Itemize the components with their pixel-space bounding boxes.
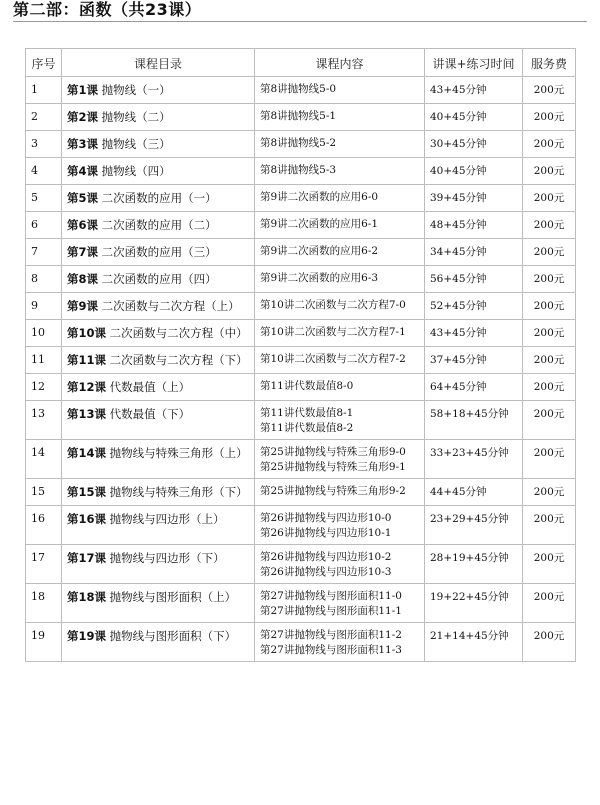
row-course-content bbox=[255, 239, 425, 266]
row-fee: 200元 bbox=[523, 506, 576, 545]
row-fee: 200元 bbox=[523, 104, 576, 131]
lesson-title: 抛物线与图形面积（上） bbox=[106, 590, 237, 604]
lesson-title: 抛物线（三） bbox=[98, 137, 171, 151]
lesson-number: 第14课 bbox=[67, 446, 107, 460]
content-line: 第8讲抛物线5-2 bbox=[260, 137, 337, 149]
lesson-title: 抛物线（一） bbox=[98, 83, 171, 97]
row-course-content bbox=[255, 158, 425, 185]
content-line: 第10讲二次函数与二次方程7-2 bbox=[260, 353, 406, 365]
row-course-title bbox=[62, 320, 255, 347]
content-line: 第8讲抛物线5-3 bbox=[260, 164, 337, 176]
row-course-content bbox=[255, 584, 425, 623]
row-course-title bbox=[62, 293, 255, 320]
row-seq: 11 bbox=[26, 347, 62, 374]
table-header-row bbox=[26, 49, 576, 77]
row-course-content bbox=[255, 266, 425, 293]
table-row bbox=[26, 293, 576, 320]
row-seq: 10 bbox=[26, 320, 62, 347]
row-fee: 200元 bbox=[523, 401, 576, 440]
row-course-content bbox=[255, 374, 425, 401]
lesson-title: 抛物线与四边形（下） bbox=[106, 551, 225, 565]
lesson-number: 第16课 bbox=[67, 512, 107, 526]
row-time: 21+14+45分钟 bbox=[425, 623, 523, 662]
row-course-title bbox=[62, 158, 255, 185]
row-seq: 1 bbox=[26, 77, 62, 104]
row-course-content bbox=[255, 440, 425, 479]
row-time: 44+45分钟 bbox=[425, 479, 523, 506]
content-line: 第9讲二次函数的应用6-0 bbox=[260, 191, 379, 203]
row-seq: 16 bbox=[26, 506, 62, 545]
row-course-content bbox=[255, 623, 425, 662]
row-time: 56+45分钟 bbox=[425, 266, 523, 293]
lesson-number: 第10课 bbox=[67, 326, 107, 340]
lesson-title: 二次函数的应用（四） bbox=[98, 272, 217, 286]
content-line: 第26讲抛物线与四边形10-2 bbox=[260, 551, 392, 563]
lesson-number: 第1课 bbox=[67, 83, 99, 97]
row-seq: 7 bbox=[26, 239, 62, 266]
table-row bbox=[26, 401, 576, 440]
header-time: 讲课+练习时间 bbox=[425, 49, 523, 77]
table-row bbox=[26, 506, 576, 545]
row-seq: 8 bbox=[26, 266, 62, 293]
row-time: 64+45分钟 bbox=[425, 374, 523, 401]
lesson-title: 抛物线与图形面积（下） bbox=[106, 629, 237, 643]
row-course-title bbox=[62, 77, 255, 104]
row-time: 40+45分钟 bbox=[425, 104, 523, 131]
row-seq: 17 bbox=[26, 545, 62, 584]
table-body bbox=[26, 77, 576, 662]
content-line: 第9讲二次函数的应用6-3 bbox=[260, 272, 379, 284]
row-time: 48+45分钟 bbox=[425, 212, 523, 239]
row-fee: 200元 bbox=[523, 131, 576, 158]
table-row bbox=[26, 158, 576, 185]
table-row bbox=[26, 131, 576, 158]
row-time: 43+45分钟 bbox=[425, 320, 523, 347]
row-time: 33+23+45分钟 bbox=[425, 440, 523, 479]
lesson-number: 第4课 bbox=[67, 164, 99, 178]
lesson-number: 第6课 bbox=[67, 218, 99, 232]
row-seq: 2 bbox=[26, 104, 62, 131]
lesson-title: 二次函数的应用（三） bbox=[98, 245, 217, 259]
row-fee: 200元 bbox=[523, 440, 576, 479]
row-fee: 200元 bbox=[523, 293, 576, 320]
content-line: 第8讲抛物线5-1 bbox=[260, 110, 337, 122]
row-course-content bbox=[255, 212, 425, 239]
row-seq: 13 bbox=[26, 401, 62, 440]
lesson-title: 抛物线（四） bbox=[98, 164, 171, 178]
row-seq: 5 bbox=[26, 185, 62, 212]
lesson-number: 第3课 bbox=[67, 137, 99, 151]
row-time: 23+29+45分钟 bbox=[425, 506, 523, 545]
lesson-title: 抛物线（二） bbox=[98, 110, 171, 124]
row-course-content bbox=[255, 104, 425, 131]
row-course-content bbox=[255, 77, 425, 104]
content-line: 第8讲抛物线5-0 bbox=[260, 83, 337, 95]
row-time: 39+45分钟 bbox=[425, 185, 523, 212]
row-course-title bbox=[62, 212, 255, 239]
row-seq: 15 bbox=[26, 479, 62, 506]
row-course-title bbox=[62, 506, 255, 545]
content-line: 第27讲抛物线与图形面积11-0 bbox=[260, 590, 402, 602]
row-course-title bbox=[62, 545, 255, 584]
row-fee: 200元 bbox=[523, 185, 576, 212]
row-fee: 200元 bbox=[523, 266, 576, 293]
content-line: 第9讲二次函数的应用6-2 bbox=[260, 245, 379, 257]
table-row bbox=[26, 266, 576, 293]
content-line: 第10讲二次函数与二次方程7-0 bbox=[260, 299, 406, 311]
row-fee: 200元 bbox=[523, 239, 576, 266]
row-course-content bbox=[255, 401, 425, 440]
lesson-title: 二次函数的应用（二） bbox=[98, 218, 217, 232]
row-course-title bbox=[62, 623, 255, 662]
content-line: 第26讲抛物线与四边形10-1 bbox=[260, 526, 392, 539]
row-seq: 9 bbox=[26, 293, 62, 320]
lesson-number: 第17课 bbox=[67, 551, 107, 565]
row-time: 52+45分钟 bbox=[425, 293, 523, 320]
row-fee: 200元 bbox=[523, 77, 576, 104]
lesson-title: 抛物线与特殊三角形（上） bbox=[106, 446, 248, 460]
lesson-number: 第11课 bbox=[67, 353, 107, 367]
lesson-title: 抛物线与特殊三角形（下） bbox=[106, 485, 248, 499]
content-line: 第25讲抛物线与特殊三角形9-2 bbox=[260, 485, 406, 497]
table-row bbox=[26, 374, 576, 401]
content-line: 第25讲抛物线与特殊三角形9-0 bbox=[260, 446, 406, 458]
row-course-title bbox=[62, 131, 255, 158]
lesson-number: 第9课 bbox=[67, 299, 99, 313]
lesson-number: 第5课 bbox=[67, 191, 99, 205]
row-course-title bbox=[62, 347, 255, 374]
row-fee: 200元 bbox=[523, 212, 576, 239]
row-fee: 200元 bbox=[523, 584, 576, 623]
content-line: 第10讲二次函数与二次方程7-1 bbox=[260, 326, 406, 338]
row-seq: 19 bbox=[26, 623, 62, 662]
table-row bbox=[26, 104, 576, 131]
header-content: 课程内容 bbox=[255, 49, 425, 77]
row-fee: 200元 bbox=[523, 320, 576, 347]
lesson-number: 第15课 bbox=[67, 485, 107, 499]
table-row bbox=[26, 239, 576, 266]
row-course-content bbox=[255, 545, 425, 584]
content-line: 第26讲抛物线与四边形10-0 bbox=[260, 512, 392, 524]
lesson-number: 第2课 bbox=[67, 110, 99, 124]
row-time: 37+45分钟 bbox=[425, 347, 523, 374]
content-line: 第27讲抛物线与图形面积11-3 bbox=[260, 643, 402, 656]
row-fee: 200元 bbox=[523, 479, 576, 506]
course-table bbox=[25, 48, 576, 662]
content-line: 第26讲抛物线与四边形10-3 bbox=[260, 565, 392, 578]
table-row bbox=[26, 623, 576, 662]
lesson-number: 第7课 bbox=[67, 245, 99, 259]
row-course-content bbox=[255, 185, 425, 212]
row-course-content bbox=[255, 320, 425, 347]
row-course-title bbox=[62, 104, 255, 131]
page-title: 第二部：函数（共23课） bbox=[13, 0, 202, 19]
lesson-title: 代数最值（上） bbox=[106, 380, 191, 394]
lesson-number: 第8课 bbox=[67, 272, 99, 286]
row-course-content bbox=[255, 131, 425, 158]
table-row bbox=[26, 584, 576, 623]
table-row bbox=[26, 347, 576, 374]
row-time: 43+45分钟 bbox=[425, 77, 523, 104]
row-time: 19+22+45分钟 bbox=[425, 584, 523, 623]
row-seq: 6 bbox=[26, 212, 62, 239]
row-time: 34+45分钟 bbox=[425, 239, 523, 266]
header-title: 课程目录 bbox=[62, 49, 255, 77]
row-seq: 12 bbox=[26, 374, 62, 401]
table-row bbox=[26, 320, 576, 347]
lesson-title: 二次函数的应用（一） bbox=[98, 191, 217, 205]
lesson-title: 抛物线与四边形（上） bbox=[106, 512, 225, 526]
row-fee: 200元 bbox=[523, 545, 576, 584]
row-course-title bbox=[62, 185, 255, 212]
content-line: 第27讲抛物线与图形面积11-2 bbox=[260, 629, 402, 641]
row-course-title bbox=[62, 440, 255, 479]
row-time: 30+45分钟 bbox=[425, 131, 523, 158]
row-course-title bbox=[62, 239, 255, 266]
row-fee: 200元 bbox=[523, 347, 576, 374]
content-line: 第27讲抛物线与图形面积11-1 bbox=[260, 604, 402, 617]
table-row bbox=[26, 185, 576, 212]
lesson-title: 代数最值（下） bbox=[106, 407, 191, 421]
content-line: 第11讲代数最值8-1 bbox=[260, 407, 354, 419]
row-seq: 4 bbox=[26, 158, 62, 185]
row-seq: 3 bbox=[26, 131, 62, 158]
lesson-title: 二次函数与二次方程（下） bbox=[106, 353, 248, 367]
row-course-content bbox=[255, 293, 425, 320]
table-row bbox=[26, 440, 576, 479]
lesson-number: 第13课 bbox=[67, 407, 107, 421]
header-seq: 序号 bbox=[26, 49, 62, 77]
row-seq: 18 bbox=[26, 584, 62, 623]
title-divider bbox=[13, 21, 587, 22]
row-course-title bbox=[62, 401, 255, 440]
content-line: 第9讲二次函数的应用6-1 bbox=[260, 218, 379, 230]
row-time: 28+19+45分钟 bbox=[425, 545, 523, 584]
lesson-number: 第19课 bbox=[67, 629, 107, 643]
row-fee: 200元 bbox=[523, 158, 576, 185]
row-course-content bbox=[255, 479, 425, 506]
lesson-number: 第18课 bbox=[67, 590, 107, 604]
lesson-number: 第12课 bbox=[67, 380, 107, 394]
content-line: 第25讲抛物线与特殊三角形9-1 bbox=[260, 460, 406, 473]
table-row bbox=[26, 77, 576, 104]
row-time: 40+45分钟 bbox=[425, 158, 523, 185]
row-course-title bbox=[62, 584, 255, 623]
row-course-content bbox=[255, 347, 425, 374]
row-course-content bbox=[255, 506, 425, 545]
lesson-title: 二次函数与二次方程（中） bbox=[106, 326, 248, 340]
content-line: 第11讲代数最值8-0 bbox=[260, 380, 354, 392]
lesson-title: 二次函数与二次方程（上） bbox=[98, 299, 240, 313]
row-seq: 14 bbox=[26, 440, 62, 479]
row-course-title bbox=[62, 479, 255, 506]
row-time: 58+18+45分钟 bbox=[425, 401, 523, 440]
header-fee: 服务费 bbox=[523, 49, 576, 77]
row-fee: 200元 bbox=[523, 623, 576, 662]
row-course-title bbox=[62, 374, 255, 401]
row-fee: 200元 bbox=[523, 374, 576, 401]
content-line: 第11讲代数最值8-2 bbox=[260, 421, 354, 434]
row-course-title bbox=[62, 266, 255, 293]
table-row bbox=[26, 212, 576, 239]
table-row bbox=[26, 545, 576, 584]
table-row bbox=[26, 479, 576, 506]
